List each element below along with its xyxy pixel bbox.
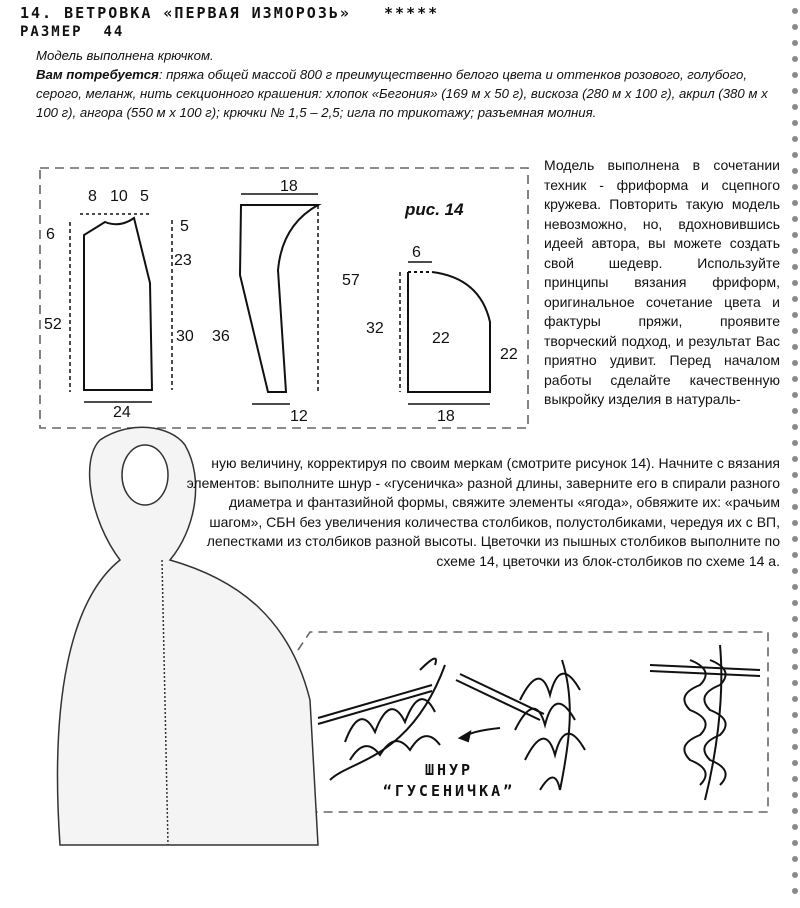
description-bottom: ную величину, корректируя по своим меркам (смотрите рисунок 14). Начните с вязания элементов: выполните шнур - «гусеничка» разной длины, заверните его в спирали разного диаметра и фантазийной формы, свяжите элементы «ягода», обвяжите их: «рачьим шагом», СБН без увеличения количества столбиков, полустолбиками, чередуя их с ВП, лепестками из столбиков разной высоты. Цветочки из пышных столбиков выполните по схеме 14, цветочки из блок-столбиков по схеме 14 а. (186, 455, 780, 569)
materials-text: Вам потребуется: пряжа общей массой 800 г преимущественно белого цвета и оттенков розового, голубого, серого, меланж, нить секционного крашения: хлопок «Бегония» (169 м х 50 г), вискоза (280 м х 100 г), акрил (380 м х 100 г), ангора (550 м х 100 г); крючки № 1,5 – 2,5; игла по трикотажу; разъемная молния. (36, 67, 768, 120)
cord-label: ШНУР “ГУСЕНИЧКА” (382, 761, 516, 800)
dim-back-side: 30 (176, 328, 194, 345)
dim-back-height: 52 (44, 316, 62, 333)
dim-back-neck-mid: 10 (110, 188, 128, 205)
figure-label: рис. 14 (405, 200, 464, 219)
dim-back-width: 24 (113, 404, 131, 421)
intro-line: Модель выполнена крючком. (36, 48, 214, 63)
dim-front-height: 32 (366, 320, 384, 337)
dim-back-armhole: 23 (174, 252, 192, 269)
dim-sleeve-cuff: 12 (290, 408, 308, 425)
dim-back-neck-right: 5 (140, 188, 149, 205)
description-top: Модель выполнена в сочетании техник - фриформа и сцепного кружева. Повторить такую модель невозможно, но, вдохновившись идеей автора, вы можете создать свой шедевр. Используйте принципы вязания фриформ, оригинальное сочетание цвета и фактуры пряжи, проявите творческий подход, и результат Вас приятно удивит. Перед началом работы сделайте качественную выкройку изделия в натураль- (544, 157, 780, 407)
cord-step-3 (650, 645, 760, 800)
materials-label: Вам потребуется (36, 67, 159, 82)
dim-sleeve-cap: 57 (342, 272, 360, 289)
dim-back-neck-left: 8 (88, 188, 97, 205)
dim-front-inner: 22 (432, 330, 450, 347)
dim-back-shoulder-right: 5 (180, 218, 189, 235)
dim-front-side: 22 (500, 346, 518, 363)
sleeve-piece (240, 194, 318, 404)
dim-front-width: 18 (437, 408, 455, 425)
article-title: 14. ВЕТРОВКА «ПЕРВАЯ ИЗМОРОЗЬ» ***** (20, 4, 440, 22)
dim-sleeve-length: 36 (212, 328, 230, 345)
back-piece (70, 214, 172, 402)
dim-front-neck: 6 (412, 244, 421, 261)
size-line: РАЗМЕР 44 (20, 24, 125, 40)
dim-sleeve-top: 18 (280, 178, 298, 195)
dim-back-shoulder-drop: 6 (46, 226, 55, 243)
